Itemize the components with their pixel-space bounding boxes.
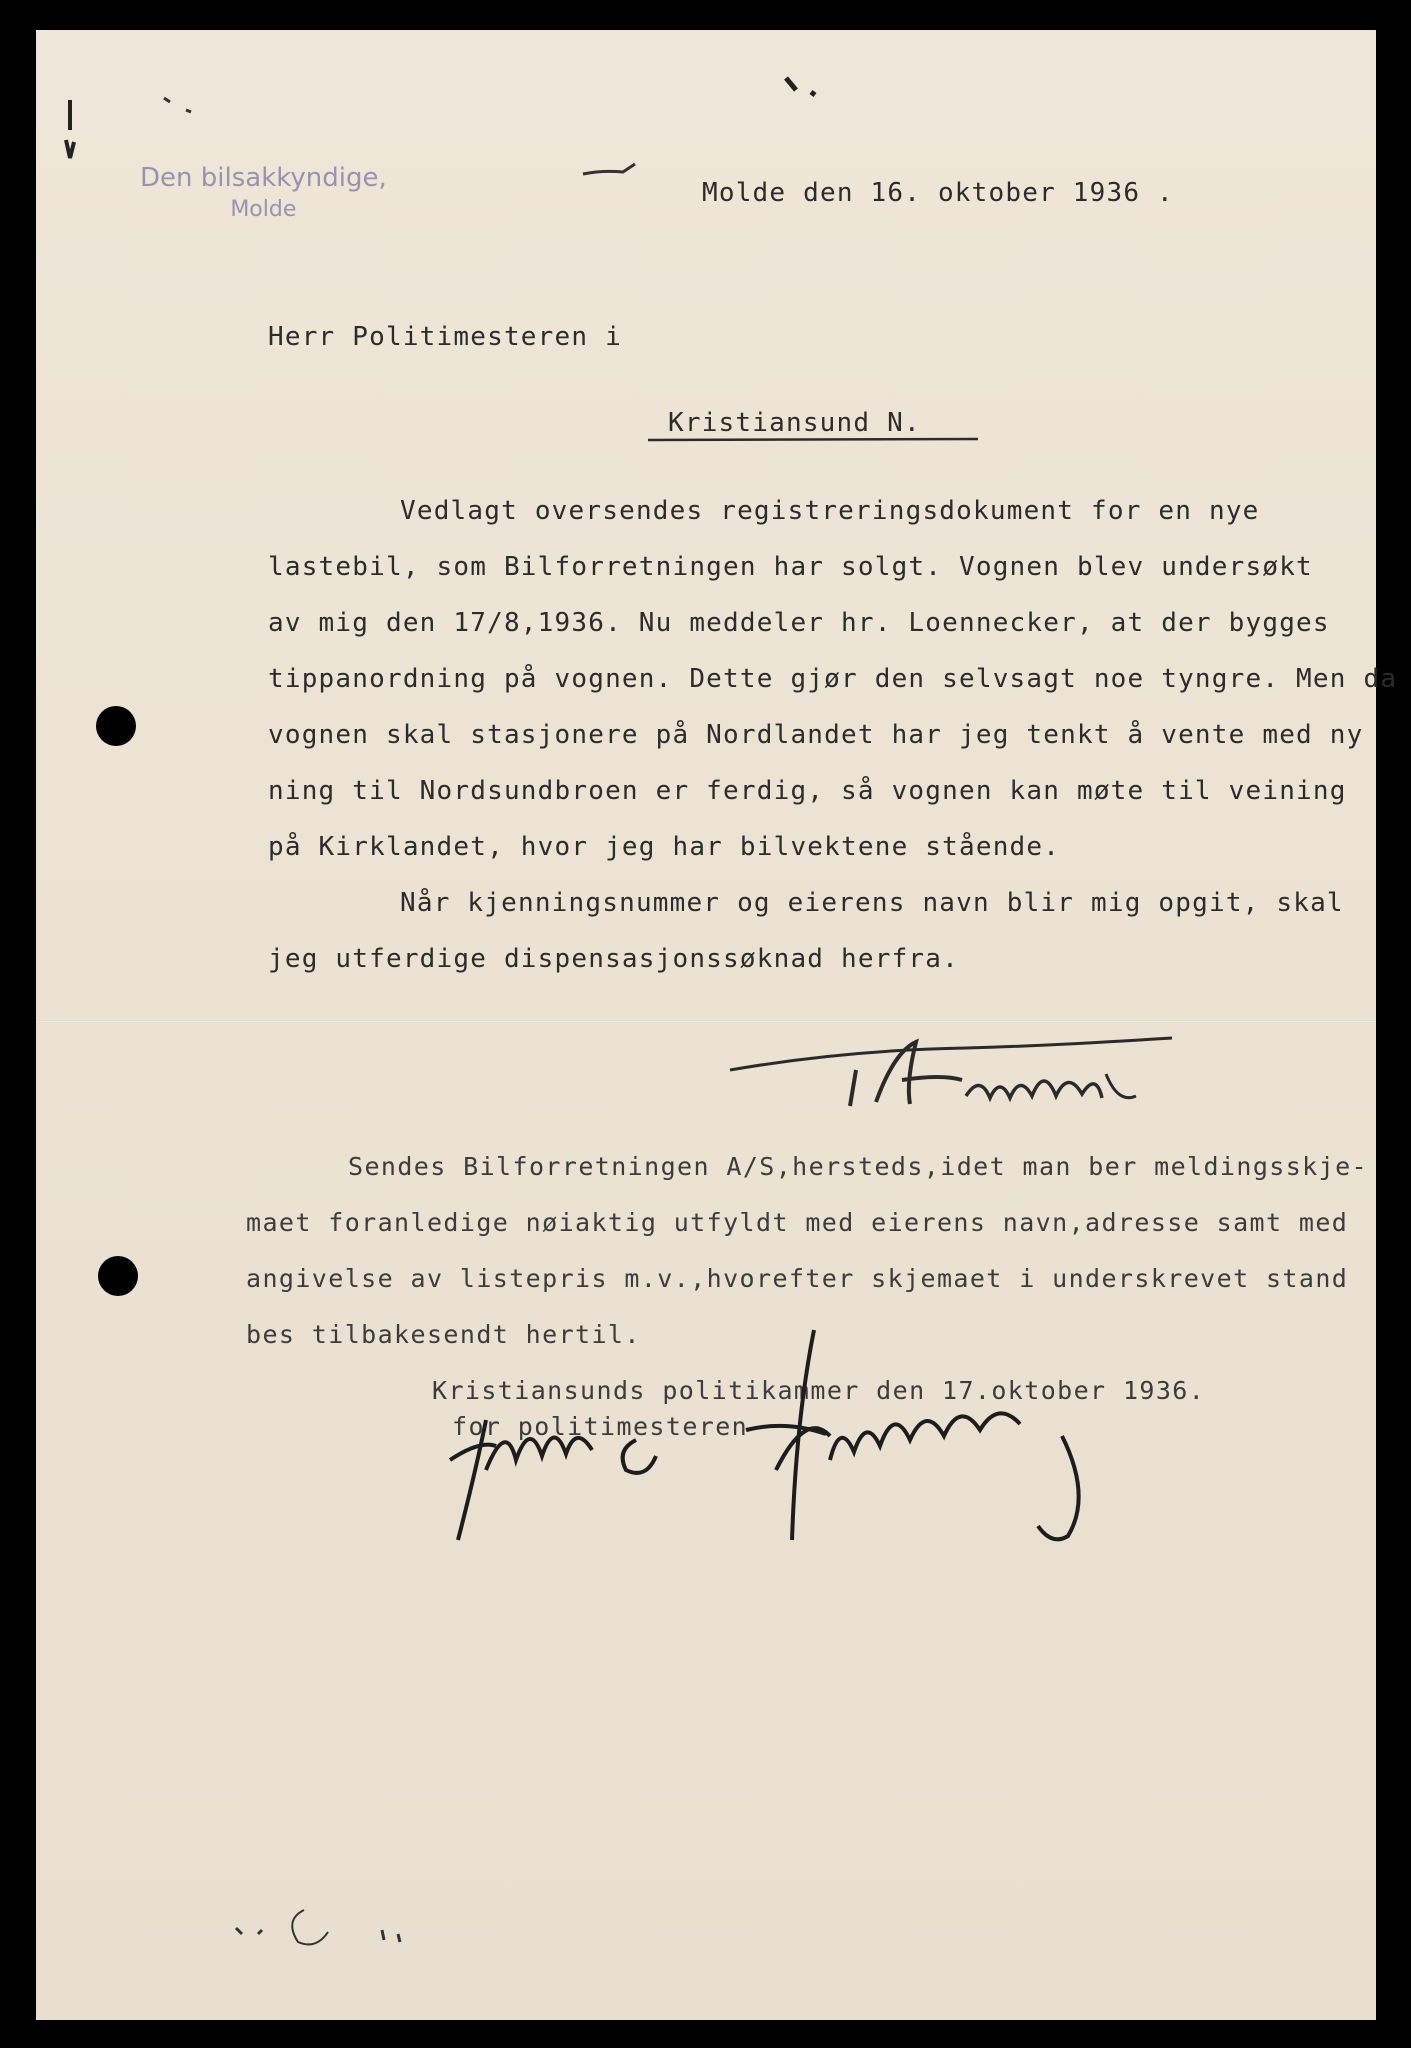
- stamp-line1: Den bilsakkyndige,: [140, 163, 387, 193]
- stamp-line2: Molde: [230, 197, 297, 222]
- endorsement-place-date: Kristiansunds politikammer den 17.oktober 1936.: [432, 1376, 1206, 1405]
- signature-1: [726, 1010, 1186, 1120]
- body-line-6: ning til Nordsundbroen er ferdig, så vognen kan møte til veining: [268, 776, 1347, 806]
- endorsement-line-2: maet foranledige nøiaktig utfyldt med eierens navn,adresse samt med: [246, 1208, 1349, 1237]
- document-page: [36, 30, 1398, 2020]
- body-line-4: tippanordning på vognen. Dette gjør den selvsagt noe tyngre. Men da: [268, 664, 1398, 694]
- date-line: Molde den 16. oktober 1936 .: [702, 178, 1174, 208]
- body-line-8: Når kjenningsnummer og eierens navn blir mig opgit, skal: [400, 888, 1344, 918]
- punch-hole-top: [96, 706, 136, 746]
- body-line-9: jeg utferdige dispensasjonssøknad herfra.: [268, 944, 959, 974]
- body-line-5: vognen skal stasjonere på Nordlandet har jeg tenkt å vente med ny: [268, 720, 1364, 750]
- body-line-1: Vedlagt oversendes registreringsdokument for en nye: [400, 496, 1260, 526]
- body-line-7: på Kirklandet, hvor jeg har bilvektene stående.: [268, 832, 1061, 862]
- endorsement-line-1: Sendes Bilforretningen A/S,hersteds,idet man ber meldingsskje-: [348, 1152, 1368, 1181]
- endorsement-line-4: bes tilbakesendt hertil.: [246, 1320, 641, 1349]
- punch-hole-bottom: [98, 1256, 138, 1296]
- endorsement-for-line: for politimesteren: [452, 1412, 749, 1441]
- body-line-2: lastebil, som Bilforretningen har solgt. Vognen blev undersøkt: [268, 552, 1313, 582]
- signature-2: [446, 1320, 1206, 1550]
- body-line-3: av mig den 17/8,1936. Nu meddeler hr. Loennecker, at der bygges: [268, 608, 1330, 638]
- endorsement-line-3: angivelse av listepris m.v.,hvorefter skjemaet i underskrevet stand: [246, 1264, 1349, 1293]
- recipient-underline: [648, 434, 988, 446]
- recipient-line2: Kristiansund N.: [668, 408, 921, 438]
- recipient-line1: Herr Politimesteren i: [268, 322, 622, 352]
